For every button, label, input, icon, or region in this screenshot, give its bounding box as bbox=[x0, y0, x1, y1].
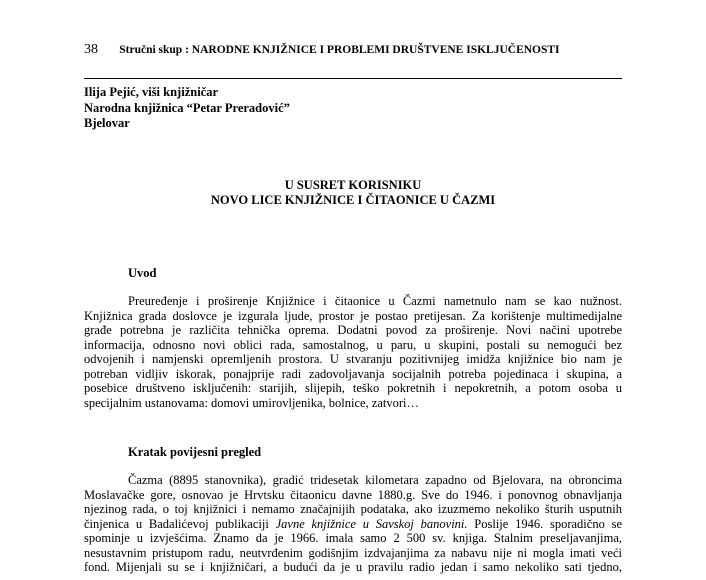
author-block bbox=[84, 85, 290, 132]
page-number: 38 bbox=[84, 42, 98, 57]
running-head-title: Stručni skup : NARODNE KNJIŽNICE I PROBLEMI DRUŠTVENE ISKLJUČENOSTI bbox=[119, 44, 560, 56]
paragraph-line: građe potrebna je različita tehnička oprema. Dodatni povod za proširenje. Novi načini upotrebe bbox=[84, 323, 622, 337]
paragraph-line: fond. Mijenjali su se i knjižničari, a budući da je u pravilu radio jedan i samo nekoliko sati tjedno, bbox=[84, 560, 622, 574]
section-heading-history: Kratak povijesni pregled bbox=[128, 445, 262, 459]
paragraph-line: Moslavačke gore, osnovao je Hrvtsku čitaonicu davne 1880.g. Sve do 1946. i ponovnog obnavljanja bbox=[84, 487, 622, 502]
paragraph-text: činjenica u Badalićevoj publikaciji bbox=[84, 516, 269, 531]
publication-title: Javne knjižnice u Savskoj banovini. bbox=[275, 516, 468, 531]
author-name: Ilija Pejić, viši knjižničar bbox=[84, 85, 219, 99]
paragraph-line: Knjižnica grada doslovce je izgurala ljude, prostor je postao pretijesan. Za korištenje multimedijalne bbox=[84, 308, 622, 323]
author-institution: Narodna knjižnica “Petar Preradović” bbox=[84, 100, 290, 115]
history-paragraph bbox=[84, 473, 622, 575]
paragraph-line: spominje u izvješćima. Znamo da je 1966. imala samo 2 500 sv. knjiga. Stalnim preseljavanjima, bbox=[84, 531, 622, 545]
paragraph-line: odvojenih i namjenski opremljenih prostora. U stvaranju pozitivnijeg imidža knjižnice bio nam je bbox=[84, 352, 622, 366]
paragraph-line: njezinog rada, o toj knjižnici i nemamo značajnijih podataka, ako izuzmemo nekoliko šturih usputnih bbox=[84, 502, 622, 516]
paragraph-line: Preuređenje i proširenje Knjižnice i čitaonice u Čazmi nametnulo nam se kao nužnost. bbox=[128, 294, 622, 308]
running-head bbox=[84, 41, 560, 58]
paragraph-line-mixed bbox=[84, 517, 622, 532]
section-heading-intro: Uvod bbox=[128, 266, 157, 280]
article-title bbox=[84, 178, 622, 208]
paragraph-line: potreban vidljiv iskorak, ponajprije radi zadovoljavanja socijalnih potreba pojedinaca i skupina, a bbox=[84, 366, 622, 381]
article-title-line-1: U SUSRET KORISNIKU bbox=[284, 178, 422, 192]
header-rule bbox=[84, 78, 622, 79]
paragraph-line: Čazma (8895 stanovnika), gradić tridesetak kilometara zapadno od Bjelovara, na obroncima bbox=[128, 473, 622, 487]
intro-paragraph bbox=[84, 294, 622, 410]
author-city: Bjelovar bbox=[84, 116, 130, 130]
paragraph-line: nesustavnim pristupom radu, neutvrđenim godišnjim izdvajanjima za nabavu nije ni mogla imati veći bbox=[84, 545, 622, 560]
article-title-line-2: NOVO LICE KNJIŽNICE I ČITAONICE U ČAZMI bbox=[210, 193, 496, 207]
paragraph-text: Poslije 1946. sporadično se bbox=[474, 516, 623, 531]
paragraph-line: informacija, odnosno novi oblici rada, samostalnog, u paru, u skupini, postali su nemogući bez bbox=[84, 337, 622, 352]
paragraph-line: posebice društveno isključenih: starijih, slijepih, teško pokretnih i nepokretnih, a potom osoba u bbox=[84, 381, 622, 395]
paragraph-line: specijalnim ustanovama: domovi umirovljenika, bolnice, zatvori… bbox=[84, 395, 419, 410]
